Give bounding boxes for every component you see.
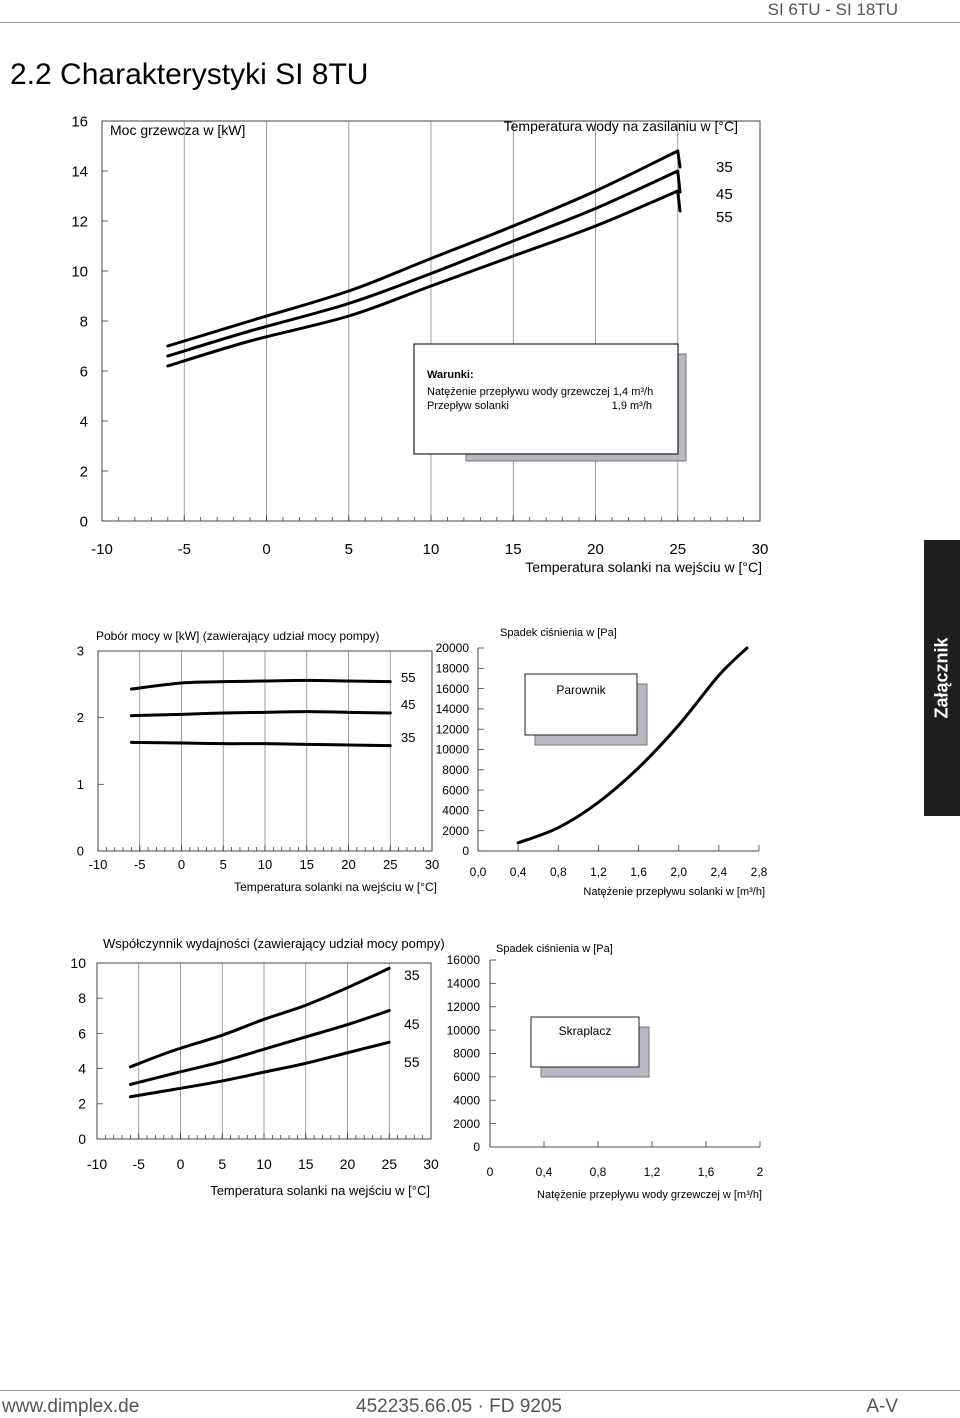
- y-tick-label: 1: [76, 776, 84, 792]
- x-tick-label: 0,8: [549, 865, 567, 879]
- y-tick-label: 10: [71, 263, 88, 281]
- y-tick-label: 6: [79, 363, 88, 381]
- y-tick-label: 0: [79, 513, 88, 531]
- document-header: SI 6TU - SI 18TU: [767, 0, 898, 19]
- x-tick-label: -5: [132, 1156, 145, 1172]
- series-label: 35: [401, 730, 416, 745]
- x-tick-label: 30: [424, 857, 440, 872]
- x-axis-label: Temperatura solanki na wejściu w [°C]: [210, 1183, 430, 1198]
- x-tick-label: 1,2: [590, 865, 607, 879]
- y-tick-label: 10000: [435, 742, 469, 757]
- x-tick-label: 15: [297, 1156, 314, 1172]
- x-tick-label: 2,8: [750, 865, 768, 879]
- y-tick-label: 2: [76, 710, 84, 726]
- chart-title: Pobór mocy w [kW] (zawierający udział mocy pompy): [96, 629, 380, 643]
- chart-title: Moc grzewcza w [kW]: [110, 122, 246, 138]
- series-label: 55: [716, 209, 733, 226]
- component-label: Skraplacz: [558, 1024, 612, 1038]
- x-tick-label: 0: [176, 1156, 185, 1172]
- x-tick-label: 25: [383, 857, 398, 872]
- y-tick-label: 0: [473, 1140, 480, 1155]
- x-tick-label: 5: [218, 1156, 227, 1172]
- x-tick-label: -10: [88, 857, 108, 872]
- series-label: 35: [716, 159, 733, 176]
- footer-divider: [0, 1390, 960, 1391]
- y-tick-label: 16: [71, 113, 88, 131]
- x-tick-label: 15: [299, 857, 314, 872]
- x-tick-label: 0: [177, 857, 186, 872]
- y-tick-label: 4: [78, 1060, 86, 1077]
- y-tick-label: 8000: [442, 763, 469, 777]
- y-tick-label: 4: [79, 413, 88, 431]
- y-tick-label: 4000: [453, 1093, 480, 1108]
- side-tab-annex[interactable]: [924, 540, 960, 816]
- chart-2: [77, 629, 439, 894]
- x-tick-label: 10: [422, 541, 440, 558]
- x-tick-label: 0: [486, 1165, 494, 1179]
- component-label: Parownik: [556, 683, 606, 697]
- y-tick-label: 6000: [442, 783, 469, 798]
- x-tick-label: 5: [219, 857, 227, 872]
- x-tick-label: 30: [751, 541, 769, 558]
- chart-1: [71, 113, 768, 575]
- series-line-55: [131, 680, 390, 689]
- series-label: 35: [404, 967, 420, 983]
- y-tick-label: 8: [79, 313, 88, 331]
- series-label: 45: [401, 697, 416, 712]
- y-tick-label: 14000: [435, 702, 469, 717]
- footer-page-number: A-V: [866, 1396, 898, 1417]
- x-tick-label: -10: [86, 1156, 108, 1172]
- series-line-45: [168, 171, 678, 356]
- y-tick-label: 16000: [435, 681, 469, 696]
- x-tick-label: 2,4: [710, 865, 728, 879]
- series-label: 55: [401, 670, 416, 685]
- y-tick-label: 0: [462, 844, 469, 859]
- x-tick-label: 20: [339, 1156, 356, 1172]
- y-tick-label: 20000: [435, 641, 469, 656]
- footer-website[interactable]: www.dimplex.de: [2, 1396, 140, 1417]
- y-tick-label: 8: [78, 990, 86, 1007]
- x-tick-label: 25: [381, 1156, 398, 1172]
- series-label: 45: [404, 1016, 420, 1032]
- y-tick-label: 6000: [453, 1070, 480, 1085]
- x-tick-label: 0,4: [509, 865, 527, 879]
- y-tick-label: 3: [76, 643, 84, 659]
- x-tick-label: 10: [256, 1156, 272, 1172]
- note-brine-flow-label: Przepływ solanki: [427, 400, 509, 412]
- chart-5: [447, 943, 764, 1201]
- x-tick-label: 0,4: [535, 1165, 553, 1179]
- y-tick-label: 0: [76, 843, 84, 859]
- page-title: 2.2 Charakterystyki SI 8TU: [10, 58, 369, 91]
- x-tick-label: 2: [756, 1165, 764, 1179]
- y-tick-label: 8000: [453, 1046, 480, 1061]
- series-label: 55: [404, 1054, 420, 1070]
- series-line-35: [168, 151, 678, 346]
- x-tick-label: 20: [341, 857, 356, 872]
- chart-3: [436, 627, 768, 898]
- series-line-45: [131, 712, 390, 716]
- x-axis-label: Natężenie przepływu wody grzewczej w [m³/h]: [537, 1189, 762, 1201]
- y-tick-label: 2: [78, 1095, 86, 1112]
- x-tick-label: 10: [257, 857, 273, 872]
- footer-doc-number: 452235.66.05 · FD 9205: [356, 1396, 562, 1417]
- chart-title: Spadek ciśnienia w [Pa]: [496, 943, 613, 955]
- x-tick-label: 5: [344, 541, 353, 558]
- x-tick-label: 30: [423, 1156, 439, 1172]
- x-tick-label: 0,0: [469, 865, 487, 879]
- y-tick-label: 2000: [453, 1116, 480, 1131]
- y-tick-label: 14: [71, 163, 88, 181]
- x-axis-label: Temperatura solanki na wejściu w [°C]: [525, 559, 762, 575]
- y-tick-label: 16000: [446, 953, 480, 968]
- x-tick-label: 1,2: [643, 1165, 661, 1179]
- series-line-35: [131, 742, 390, 745]
- x-tick-label: 25: [669, 541, 687, 558]
- note-heating-flow: Natężenie przepływu wody grzewczej 1,4 m³/h: [427, 386, 654, 398]
- x-tick-label: 0: [262, 541, 271, 558]
- x-tick-label: -10: [91, 541, 113, 558]
- x-tick-label: 2,0: [670, 865, 688, 879]
- note-heading: Warunki:: [427, 369, 474, 381]
- note-box: [414, 344, 678, 454]
- side-tab-label: Załącznik: [931, 637, 952, 719]
- y-tick-label: 10000: [446, 1023, 480, 1038]
- y-tick-label: 0: [78, 1130, 86, 1147]
- y-tick-label: 12: [71, 213, 88, 231]
- chart-title: Spadek ciśnienia w [Pa]: [500, 627, 617, 639]
- legend-title: Temperatura wody na zasilaniu w [°C]: [503, 118, 738, 134]
- x-tick-label: 15: [504, 541, 522, 558]
- series-label: 45: [716, 186, 733, 203]
- x-tick-label: -5: [177, 541, 191, 558]
- note-brine-flow-value: 1,9 m³/h: [611, 400, 652, 412]
- x-tick-label: 20: [587, 541, 604, 558]
- x-tick-label: -5: [133, 857, 146, 872]
- y-tick-label: 4000: [442, 803, 469, 818]
- y-tick-label: 6: [78, 1025, 86, 1042]
- x-axis-label: Natężenie przepływu solanki w [m³/h]: [583, 886, 765, 898]
- x-axis-label: Temperatura solanki na wejściu w [°C]: [234, 880, 437, 894]
- y-tick-label: 2000: [442, 823, 469, 838]
- x-tick-label: 0,8: [589, 1165, 607, 1179]
- series-line-55: [168, 191, 678, 366]
- y-tick-label: 18000: [435, 661, 469, 676]
- x-tick-label: 1,6: [630, 865, 647, 879]
- y-tick-label: 10: [70, 954, 86, 971]
- y-tick-label: 2: [79, 463, 88, 481]
- y-tick-label: 12000: [446, 999, 480, 1014]
- y-tick-label: 14000: [446, 976, 480, 991]
- y-tick-label: 12000: [435, 722, 469, 737]
- chart-title: Współczynnik wydajności (zawierający udział mocy pompy): [103, 936, 445, 951]
- chart-4: [70, 936, 444, 1198]
- x-tick-label: 1,6: [697, 1165, 715, 1179]
